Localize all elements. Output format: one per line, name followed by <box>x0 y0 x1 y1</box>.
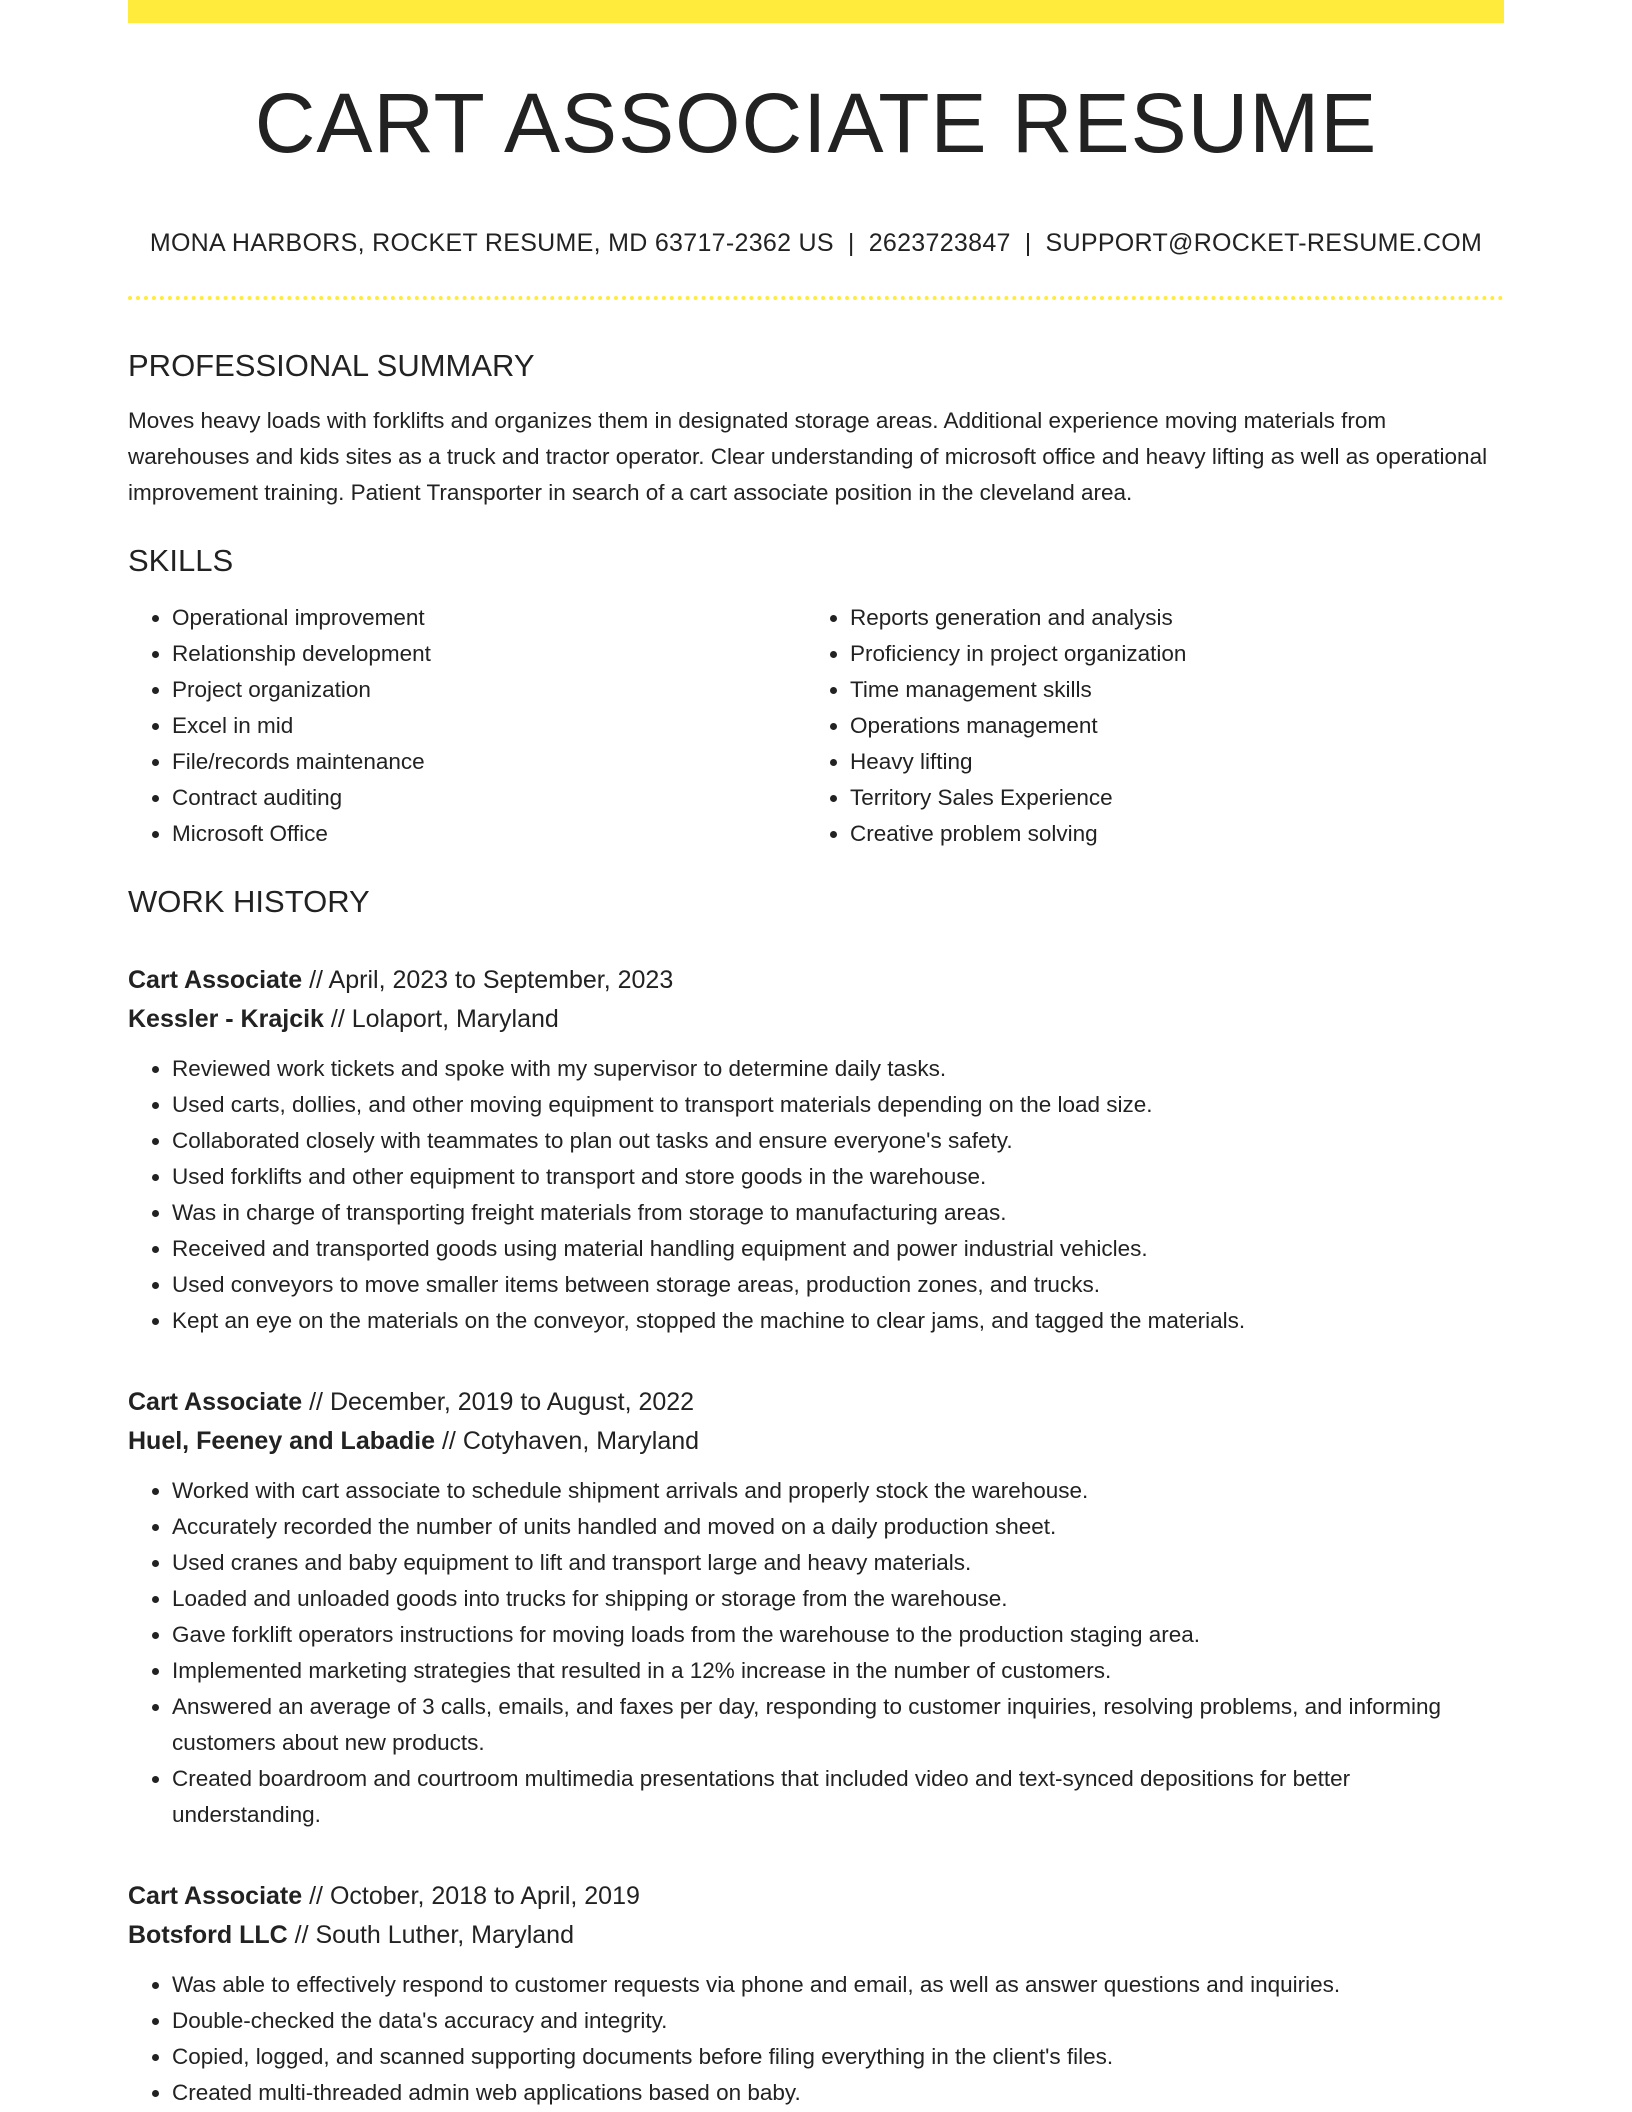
job-bullet: • Reviewed work tickets and spoke with my supervisor to determine daily tasks. <box>172 1051 1504 1087</box>
skill-item: • Project organization <box>172 672 806 708</box>
skill-item: • Relationship development <box>172 636 806 672</box>
skill-item: • Operations management <box>850 708 1484 744</box>
job-bullet: • Was able to effectively respond to customer requests via phone and email, as well as answer questions and inquiries. <box>172 1967 1504 2003</box>
job-bullet-list <box>128 1051 1504 1339</box>
job-dates: // April, 2023 to September, 2023 <box>302 966 674 994</box>
summary-section <box>128 350 1504 511</box>
skills-list-right <box>806 600 1484 852</box>
work-history-section <box>128 886 1504 2111</box>
job-title: Cart Associate <box>128 1882 303 1910</box>
skills-columns <box>128 600 1504 852</box>
job-bullet: • Used cranes and baby equipment to lift and transport large and heavy materials. <box>172 1545 1504 1581</box>
job-bullet: • Kept an eye on the materials on the conveyor, stopped the machine to clear jams, and tagged the materials. <box>172 1303 1504 1339</box>
job-bullet: • Gave forklift operators instructions for moving loads from the warehouse to the production staging area. <box>172 1617 1504 1653</box>
skill-item: • Proficiency in project organization <box>850 636 1484 672</box>
job-company-line <box>128 1422 1504 1461</box>
job-bullet: • Was in charge of transporting freight materials from storage to manufacturing areas. <box>172 1195 1504 1231</box>
contact-separator: | <box>1024 229 1032 257</box>
job-entry <box>128 1383 1504 1833</box>
work-history-heading: WORK HISTORY <box>128 884 370 919</box>
job-bullet: • Answered an average of 3 calls, emails, and faxes per day, responding to customer inquiries, resolving problems, and informing customers about new products. <box>172 1689 1504 1761</box>
contact-separator: | <box>847 229 855 257</box>
job-location: // South Luther, Maryland <box>287 1921 574 1949</box>
job-title-line <box>128 961 1504 1000</box>
skill-item: • Territory Sales Experience <box>850 780 1484 816</box>
contact-address: MONA HARBORS, ROCKET RESUME, MD 63717-2362 US <box>149 229 834 257</box>
job-bullet-list <box>128 1967 1504 2111</box>
job-company: Kessler - Krajcik <box>128 1005 324 1033</box>
job-location: // Lolaport, Maryland <box>323 1005 559 1033</box>
summary-heading: PROFESSIONAL SUMMARY <box>128 348 535 383</box>
job-entry <box>128 961 1504 1339</box>
skill-item: • File/records maintenance <box>172 744 806 780</box>
job-title: Cart Associate <box>128 1388 303 1416</box>
skills-column-right <box>806 600 1484 852</box>
contact-email[interactable]: SUPPORT@ROCKET-RESUME.COM <box>1045 229 1483 257</box>
job-bullet: • Received and transported goods using material handling equipment and power industrial vehicles. <box>172 1231 1504 1267</box>
job-company-line <box>128 1916 1504 1955</box>
job-bullet: • Collaborated closely with teammates to plan out tasks and ensure everyone's safety. <box>172 1123 1504 1159</box>
skill-item: • Creative problem solving <box>850 816 1484 852</box>
skill-item: • Operational improvement <box>172 600 806 636</box>
job-list <box>128 961 1504 2111</box>
job-bullet: • Used forklifts and other equipment to transport and store goods in the warehouse. <box>172 1159 1504 1195</box>
job-bullet: • Used carts, dollies, and other moving equipment to transport materials depending on the load size. <box>172 1087 1504 1123</box>
skills-heading: SKILLS <box>128 543 234 578</box>
resume-title: CART ASSOCIATE RESUME <box>254 76 1378 170</box>
job-company: Botsford LLC <box>128 1921 288 1949</box>
job-title-line <box>128 1383 1504 1422</box>
skills-column-left <box>128 600 806 852</box>
contact-phone: 2623723847 <box>868 229 1011 257</box>
job-dates: // October, 2018 to April, 2019 <box>302 1882 640 1910</box>
job-title-line <box>128 1877 1504 1916</box>
dotted-divider <box>128 296 1504 300</box>
skill-item: • Time management skills <box>850 672 1484 708</box>
job-company-line <box>128 1000 1504 1039</box>
job-bullet: • Used conveyors to move smaller items between storage areas, production zones, and trucks. <box>172 1267 1504 1303</box>
top-accent-bar <box>128 0 1504 23</box>
job-bullet: • Loaded and unloaded goods into trucks for shipping or storage from the warehouse. <box>172 1581 1504 1617</box>
skill-item: • Microsoft Office <box>172 816 806 852</box>
job-bullet: • Copied, logged, and scanned supporting documents before filing everything in the client's files. <box>172 2039 1504 2075</box>
job-bullet-list <box>128 1473 1504 1833</box>
job-bullet: • Worked with cart associate to schedule shipment arrivals and properly stock the warehouse. <box>172 1473 1504 1509</box>
job-title: Cart Associate <box>128 966 303 994</box>
skill-item: • Contract auditing <box>172 780 806 816</box>
job-company: Huel, Feeney and Labadie <box>128 1427 436 1455</box>
skill-item: • Excel in mid <box>172 708 806 744</box>
resume-page <box>128 0 1504 2111</box>
skill-item: • Heavy lifting <box>850 744 1484 780</box>
skills-list-left <box>128 600 806 852</box>
summary-text: Moves heavy loads with forklifts and organizes them in designated storage areas. Additional experience moving materials from warehouses and kids sites as a truck and tractor operator. Clear understanding of microsoft office and heavy lifting as well as operational improvement training. Patient Transporter in search of a cart associate position in the cleveland area. <box>128 408 1488 505</box>
contact-line <box>128 231 1504 256</box>
job-location: // Cotyhaven, Maryland <box>435 1427 700 1455</box>
job-bullet: • Accurately recorded the number of units handled and moved on a daily production sheet. <box>172 1509 1504 1545</box>
job-bullet: • Created boardroom and courtroom multimedia presentations that included video and text-synced depositions for better understanding. <box>172 1761 1504 1833</box>
skills-section <box>128 545 1504 852</box>
job-bullet: • Created multi-threaded admin web applications based on baby. <box>172 2075 1504 2111</box>
job-entry <box>128 1877 1504 2111</box>
skill-item: • Reports generation and analysis <box>850 600 1484 636</box>
job-bullet: • Double-checked the data's accuracy and integrity. <box>172 2003 1504 2039</box>
job-dates: // December, 2019 to August, 2022 <box>302 1388 695 1416</box>
job-bullet: • Implemented marketing strategies that resulted in a 12% increase in the number of customers. <box>172 1653 1504 1689</box>
